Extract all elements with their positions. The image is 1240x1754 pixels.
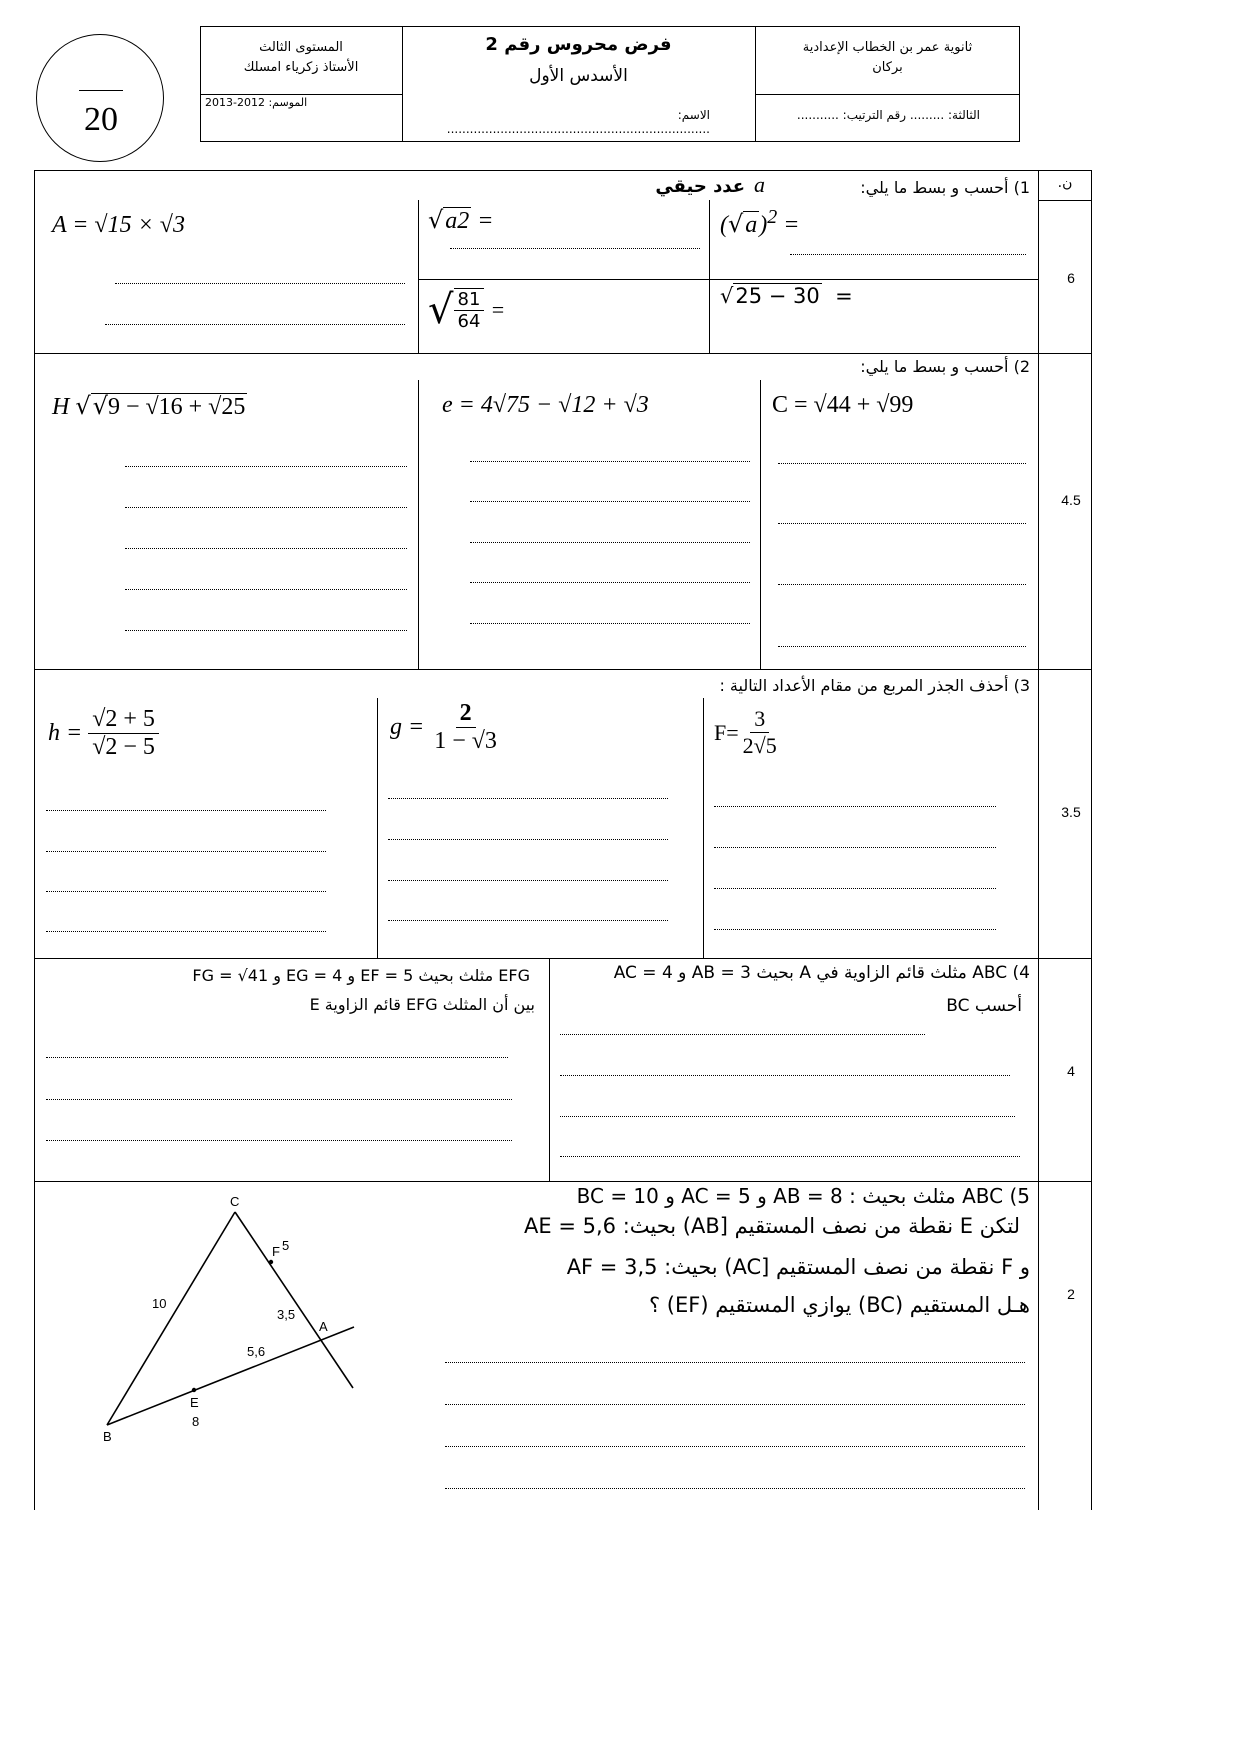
level: المستوى الثالث: [259, 40, 343, 55]
q1-var: a: [754, 172, 765, 197]
q1-sqrt-a2: √a2 =: [428, 206, 494, 234]
teacher: الأستاذ زكرياء امسلك: [243, 60, 359, 75]
q5-triangle-figure: [90, 1190, 370, 1460]
q2-H-arg: 9 − √16 + √25: [107, 394, 246, 420]
q4-points: 4: [1067, 1063, 1075, 1079]
q5-line2: لتكن E نقطة من نصف المستقيم [AB) بحيث: AE = 5,6: [524, 1214, 1020, 1238]
q5-points: 2: [1067, 1286, 1075, 1302]
q1-frac-den: 64: [457, 311, 481, 332]
season: الموسم: 2012-2013: [205, 96, 308, 109]
q3-F: F= $\frac{3}{2√5}$: [714, 706, 781, 759]
q3-title: 3) أحذف الجذر المربع من مقام الأعداد التالية :: [719, 676, 1030, 695]
segment-CA-extended: [235, 1212, 353, 1388]
q1-sqrt-25-30-arg: 25 − 30: [735, 284, 820, 308]
q5-line4: هـل المستقيم (BC) يوازي المستقيم (EF) ؟: [648, 1293, 1030, 1317]
label-5: 5: [282, 1238, 290, 1253]
q1-sqrt-a-squared: $(√a)^2$ =: [720, 206, 800, 238]
q3-F-num: 3: [750, 706, 769, 733]
q3-h-den: √2 − 5: [92, 734, 155, 760]
q1-sqrt-a-arg: a: [745, 212, 758, 238]
q1-title: 1) أحسب و بسط ما يلي:: [860, 178, 1030, 197]
score-line: [79, 90, 123, 91]
q2-title: 2) أحسب و بسط ما يلي:: [860, 357, 1030, 376]
label-3-5: 3,5: [277, 1307, 296, 1322]
q4-right-line2: أحسب BC: [946, 996, 1022, 1016]
q4-left-line2: بين أن المثلث EFG قائم الزاوية E: [309, 995, 535, 1014]
q2-points: 4.5: [1061, 492, 1081, 508]
exam-title: فرض محروس رقم 2: [485, 34, 672, 55]
q1-frac-num: 81: [454, 289, 485, 311]
score-total: 20: [84, 101, 118, 138]
q1-sqrt-frac: √ $\frac{81}{64}$ =: [428, 287, 506, 333]
q1-points: 6: [1067, 270, 1075, 286]
q2-C: C = √44 + √99: [772, 392, 914, 418]
class-rank: الثالثة: ......... رقم الترتيب: ...........: [796, 108, 980, 122]
school-name: ثانوية عمر بن الخطاب الإعدادية: [802, 40, 973, 55]
q3-g-den: 1 − √3: [434, 728, 497, 754]
q1-sqrt-a2-arg: a2: [445, 208, 470, 234]
q1-sqrt-25-30: √25 − 30 =: [720, 284, 853, 308]
q3-h: h = $\frac{√2 + 5}{√2 - 5}$: [48, 706, 159, 761]
q5-line3: و F نقطة من نصف المستقيم [AC) بحيث: AF = 3,5: [566, 1255, 1030, 1279]
label-A: A: [319, 1319, 328, 1334]
q1-note: عدد حيقي: [655, 176, 745, 197]
point-E: [192, 1388, 196, 1392]
q3-g: g = $\frac{2}{1 - √3}$: [390, 700, 501, 755]
score-circle: [36, 34, 164, 162]
label-F: F: [272, 1244, 280, 1259]
label-8: 8: [192, 1414, 200, 1429]
label-10: 10: [152, 1296, 167, 1311]
segment-BE-extended: [107, 1327, 354, 1425]
semester: الأسدس الأول: [529, 66, 628, 86]
point-F: [269, 1260, 273, 1264]
q2-H: H √√9 − √16 + √25: [52, 392, 246, 420]
label-5-6: 5,6: [247, 1344, 266, 1359]
label-E: E: [190, 1395, 199, 1410]
segment-CB: [107, 1212, 235, 1425]
q1-exprA: A = √15 × √3: [52, 212, 185, 238]
label-C: C: [230, 1194, 240, 1209]
q4-right-line1: 4) ABC مثلث قائم الزاوية في A بحيث AB = 3 و AC = 4: [613, 963, 1030, 983]
q3-h-num: √2 + 5: [88, 706, 159, 734]
q2-e: e = 4√75 − √12 + √3: [442, 392, 649, 418]
q5-line1: 5) ABC مثلث بحيث : AB = 8 و AC = 5 و BC = 10: [576, 1184, 1030, 1208]
label-B: B: [103, 1429, 112, 1444]
city: بركان: [872, 60, 903, 75]
points-header: ن.: [1057, 175, 1073, 191]
q3-g-num: 2: [456, 700, 476, 728]
q3-F-den: 2√5: [742, 733, 777, 758]
q4-left-line1: EFG مثلث بحيث EF = 5 و EG = 4 و FG = √41: [192, 966, 530, 985]
student-name-field[interactable]: الاسم: .....................................................................: [446, 108, 710, 136]
q3-points: 3.5: [1061, 804, 1081, 820]
